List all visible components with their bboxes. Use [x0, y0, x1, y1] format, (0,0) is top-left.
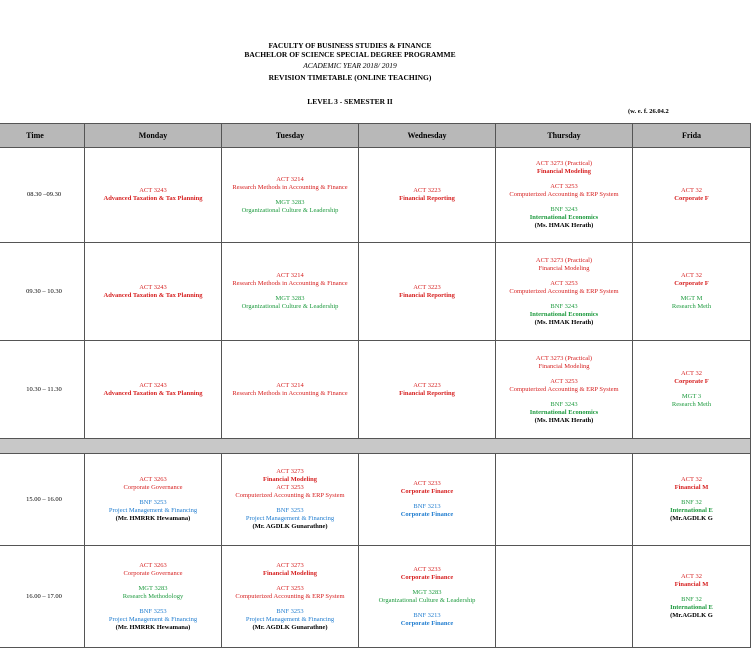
course-name: Financial M: [674, 581, 709, 588]
course-name: Corporate F: [674, 195, 709, 202]
course-code: ACT 3273 (Practical): [535, 256, 593, 264]
course-name: Project Management & Financing: [108, 507, 198, 514]
course-code: ACT 3253: [276, 584, 304, 592]
cell-tuesday: [222, 243, 359, 341]
course-name: Research Meth: [671, 303, 712, 310]
cell-friday: [633, 546, 751, 648]
course-entry: [633, 476, 750, 492]
course-code: BNF 3243: [550, 206, 578, 213]
course-entry: [85, 562, 221, 578]
cell-thursday: [496, 341, 633, 439]
course-code: BNF 3213: [413, 503, 441, 510]
course-entry: [222, 382, 358, 398]
course-entry: [496, 280, 632, 296]
course-code: BNF 3253: [139, 607, 167, 615]
course-name: Research Methodology: [122, 592, 184, 600]
course-code: BNF 3253: [276, 607, 304, 615]
course-code: ACT 3273: [276, 468, 304, 475]
course-entry: [222, 484, 358, 500]
cell-thursday: [496, 148, 633, 243]
cell-thursday: [496, 546, 633, 648]
cell-monday: [85, 243, 222, 341]
course-code: ACT 3263: [139, 561, 167, 569]
course-entry: [359, 566, 495, 582]
column-header-time: Time: [0, 124, 85, 148]
level-semester: LEVEL 3 - SEMESTER II: [307, 97, 393, 106]
academic-year: ACADEMIC YEAR 2018/ 2019: [303, 61, 397, 70]
course-name: International E: [670, 507, 713, 514]
cell-friday: [633, 243, 751, 341]
course-entry: [222, 585, 358, 601]
course-entry: [85, 187, 221, 203]
cell-monday: [85, 454, 222, 546]
timetable: [0, 123, 751, 648]
course-name: Financial Modeling: [538, 264, 590, 272]
course-code: MGT M: [680, 295, 703, 302]
course-name: Organizational Culture & Leadership: [378, 596, 476, 604]
course-entry: [85, 382, 221, 398]
course-name: Computerized Accounting & ERP System: [235, 492, 345, 499]
course-name: Organizational Culture & Leadership: [241, 206, 339, 214]
timetable-row: [0, 148, 751, 243]
timetable-row: [0, 546, 751, 648]
course-name: Corporate Finance: [400, 511, 454, 518]
cell-monday: [85, 148, 222, 243]
lunch-break-cell: [0, 439, 751, 454]
course-name: International Economics: [529, 408, 599, 416]
course-entry: [359, 589, 495, 605]
course-code: ACT 32: [680, 476, 702, 483]
course-code: ACT 3263: [139, 476, 167, 483]
course-entry: [222, 199, 358, 215]
lunch-break-row: [0, 439, 751, 454]
course-name: Corporate Governance: [123, 569, 183, 577]
course-name: Computerized Accounting & ERP System: [509, 385, 619, 393]
lecturer-name: (Mr. HMRRK Hewamana): [115, 515, 191, 522]
course-name: Financial Modeling: [263, 569, 317, 577]
course-code: ACT 3253: [550, 377, 578, 385]
course-entry: [496, 183, 632, 199]
lecturer-name: (Mr. HMRRK Hewamana): [115, 623, 191, 631]
course-entry: [633, 393, 750, 409]
course-code: ACT 3243: [139, 283, 167, 291]
course-entry: [359, 480, 495, 496]
cell-wednesday: [359, 546, 496, 648]
course-code: BNF 3243: [550, 302, 578, 310]
course-code: ACT 32: [680, 573, 702, 580]
course-entry: [222, 176, 358, 192]
course-name: Project Management & Financing: [245, 615, 335, 623]
course-code: MGT 3283: [275, 198, 305, 206]
cell-wednesday: [359, 341, 496, 439]
course-entry: [359, 612, 495, 628]
timetable-title: REVISION TIMETABLE (ONLINE TEACHING): [268, 73, 432, 82]
course-code: ACT 3214: [276, 381, 304, 389]
time-slot: 09.30 – 10.30: [0, 243, 85, 341]
course-name: Research Meth: [671, 401, 712, 408]
course-entry: [633, 573, 750, 589]
course-entry: [633, 499, 750, 523]
course-code: MGT 3283: [275, 295, 305, 302]
cell-tuesday: [222, 546, 359, 648]
column-header-thursday: Thursday: [496, 124, 633, 148]
course-name: Research Methods in Accounting & Finance: [232, 389, 348, 397]
lecturer-name: (Ms. HMAK Herath): [534, 318, 594, 326]
course-code: ACT 32: [680, 187, 702, 194]
column-header-friday: Frida: [633, 124, 751, 148]
course-code: ACT 3253: [550, 183, 578, 190]
column-header-wednesday: Wednesday: [359, 124, 496, 148]
timetable-row: [0, 341, 751, 439]
course-name: International Economics: [529, 214, 599, 221]
course-name: Financial Reporting: [399, 195, 455, 202]
course-name: Financial Reporting: [399, 291, 455, 299]
column-header-monday: Monday: [85, 124, 222, 148]
column-header-tuesday: Tuesday: [222, 124, 359, 148]
cell-wednesday: [359, 243, 496, 341]
course-name: International E: [670, 604, 713, 611]
course-name: Computerized Accounting & ERP System: [509, 191, 619, 198]
course-entry: [359, 503, 495, 519]
time-slot: 16.00 – 17.00: [0, 546, 85, 648]
course-code: MGT 3283: [138, 584, 168, 592]
course-entry: [359, 284, 495, 300]
course-entry: [496, 378, 632, 394]
course-entry: [496, 401, 632, 425]
course-entry: [633, 272, 750, 288]
course-name: Financial Modeling: [538, 362, 590, 370]
lecturer-name: (Mr.AGDLK G: [670, 612, 713, 619]
course-code: BNF 32: [681, 499, 702, 506]
faculty-heading: FACULTY OF BUSINESS STUDIES & FINANCE: [268, 41, 432, 50]
course-entry: [222, 562, 358, 578]
course-name: Computerized Accounting & ERP System: [235, 592, 345, 600]
course-code: ACT 3243: [139, 381, 167, 389]
cell-thursday: [496, 454, 633, 546]
course-entry: [633, 596, 750, 620]
course-code: BNF 3253: [139, 499, 167, 506]
course-name: Project Management & Financing: [108, 615, 198, 623]
course-entry: [85, 476, 221, 492]
course-code: ACT 32: [680, 272, 702, 279]
cell-monday: [85, 546, 222, 648]
lecturer-name: (Mr. AGDLK Gunarathne): [252, 623, 328, 631]
course-entry: [222, 608, 358, 632]
course-name: Project Management & Financing: [245, 515, 335, 522]
course-entry: [496, 303, 632, 327]
course-entry: [222, 272, 358, 288]
lecturer-name: (Ms. HMAK Herath): [534, 222, 594, 229]
course-entry: [633, 370, 750, 386]
course-code: ACT 32: [680, 370, 702, 377]
course-name: Financial Reporting: [399, 389, 455, 397]
course-entry: [85, 585, 221, 601]
course-entry: [496, 206, 632, 230]
course-code: MGT 3: [681, 393, 702, 400]
course-name: Research Methods in Accounting & Finance: [232, 183, 348, 191]
cell-thursday: [496, 243, 633, 341]
lecturer-name: (Mr. AGDLK Gunarathne): [252, 523, 328, 530]
course-entry: [222, 295, 358, 311]
course-code: ACT 3233: [413, 565, 441, 573]
course-name: Financial M: [674, 484, 709, 491]
course-name: Corporate Governance: [123, 484, 183, 491]
course-code: ACT 3214: [276, 175, 304, 183]
course-name: Corporate F: [674, 280, 709, 287]
course-entry: [222, 507, 358, 531]
cell-friday: [633, 454, 751, 546]
course-entry: [85, 284, 221, 300]
course-name: Computerized Accounting & ERP System: [509, 287, 619, 295]
cell-tuesday: [222, 148, 359, 243]
course-code: BNF 32: [681, 596, 702, 603]
course-code: BNF 3243: [550, 400, 578, 408]
course-name: Advanced Taxation & Tax Planning: [103, 291, 203, 299]
course-entry: [222, 468, 358, 484]
course-code: ACT 3273: [276, 561, 304, 569]
course-name: Financial Modeling: [263, 476, 317, 483]
cell-tuesday: [222, 341, 359, 439]
time-slot: 08.30 –09.30: [0, 148, 85, 243]
cell-tuesday: [222, 454, 359, 546]
course-name: Financial Modeling: [537, 168, 591, 175]
course-code: ACT 3273 (Practical): [535, 160, 593, 167]
cell-wednesday: [359, 148, 496, 243]
course-name: Organizational Culture & Leadership: [241, 303, 339, 310]
cell-monday: [85, 341, 222, 439]
course-code: BNF 3253: [276, 507, 304, 514]
course-code: ACT 3223: [413, 283, 441, 291]
course-name: Corporate Finance: [400, 573, 454, 581]
programme-heading: BACHELOR OF SCIENCE SPECIAL DEGREE PROGRAMME: [244, 50, 456, 59]
effective-date: (w. e. f. 26.04.2: [628, 108, 669, 115]
course-code: ACT 3273 (Practical): [535, 354, 593, 362]
cell-friday: [633, 341, 751, 439]
course-name: Advanced Taxation & Tax Planning: [103, 195, 203, 202]
course-name: Corporate Finance: [400, 619, 454, 627]
timetable-header-row: [0, 124, 751, 148]
cell-wednesday: [359, 454, 496, 546]
course-name: Corporate F: [674, 378, 709, 385]
course-entry: [633, 187, 750, 203]
course-name: Advanced Taxation & Tax Planning: [103, 389, 203, 397]
time-slot: 10.30 – 11.30: [0, 341, 85, 439]
course-entry: [496, 257, 632, 273]
course-entry: [85, 499, 221, 523]
course-code: ACT 3243: [139, 187, 167, 194]
course-entry: [359, 382, 495, 398]
course-code: BNF 3213: [413, 611, 441, 619]
course-entry: [496, 160, 632, 176]
lecturer-name: (Ms. HMAK Herath): [534, 416, 594, 424]
course-entry: [496, 355, 632, 371]
course-entry: [85, 608, 221, 632]
course-code: ACT 3253: [276, 484, 304, 491]
time-slot: 15.00 – 16.00: [0, 454, 85, 546]
course-code: ACT 3253: [550, 279, 578, 287]
timetable-row: [0, 454, 751, 546]
timetable-row: [0, 243, 751, 341]
cell-friday: [633, 148, 751, 243]
lecturer-name: (Mr.AGDLK G: [670, 515, 713, 522]
course-name: Corporate Finance: [400, 488, 454, 495]
course-name: Research Methods in Accounting & Finance: [232, 280, 348, 287]
course-entry: [633, 295, 750, 311]
course-entry: [359, 187, 495, 203]
course-code: ACT 3214: [276, 272, 304, 279]
timetable-body: [0, 148, 751, 648]
course-name: International Economics: [529, 310, 599, 318]
course-code: ACT 3233: [413, 480, 441, 487]
course-code: ACT 3223: [413, 381, 441, 389]
course-code: MGT 3283: [412, 588, 442, 596]
course-code: ACT 3223: [413, 187, 441, 194]
